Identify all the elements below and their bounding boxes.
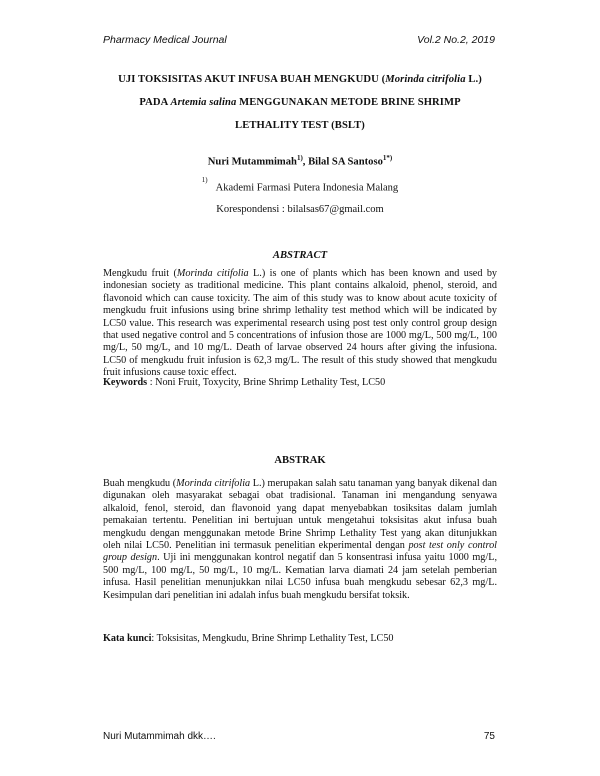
footer-author: Nuri Mutammimah dkk…. [103,731,216,742]
author-1: Nuri Mutammimah [207,156,297,168]
keywords-label: Keywords [103,377,148,388]
author-2: Bilal SA Santoso [308,156,383,168]
page-number: 75 [483,731,495,742]
kata-kunci-list: : Toksisitas, Mengkudu, Brine Shrimp Lethality Test, LC50 [151,633,394,644]
title-line-2: PADA Artemia salina MENGGUNAKAN METODE BRINE SHRIMP [139,97,461,108]
abstrak-design: post test only control group design [103,540,497,564]
title-species-artemia: Artemia salina [170,97,237,108]
kata-kunci-label: Kata kunci [103,633,152,644]
correspondence: Korespondensi : bilalsas67@gmail.com [216,204,384,215]
author-1-affil: 1) [296,154,303,162]
title-line-1: UJI TOKSISITAS AKUT INFUSA BUAH MENGKUDU (Morinda citrifolia L.) [118,74,482,85]
abstrak-heading: ABSTRAK [274,455,326,466]
author-2-affil: 1*) [382,154,393,162]
abstrak-body: Buah mengkudu (Morinda citrifolia L.) merupakan salah satu tanaman yang banyak dikenal dan digunakan oleh masyarakat sebagai obat tradisional. Tanaman ini mengandung senyawa alkaloid, fenol, steroid, dan flavonoid yang dapat menyebabkan tosiksitas dalam jumlah pemakaian tertentu. Penelitian ini bertujuan untuk mengetahui toksisitas akut infusa buah mengkudu dengan menggunakan metode Brine Shrimp Lethality Test yang akan ditunjukkan oleh nilai LC50. Penelitian ini termasuk penelitian ekperimental dengan post test only control group design. Uji ini menggunakan kontrol negatif dan 5 konsentrasi infusa yaitu 1000 mg/L, 500 mg/L, 100 mg/L, 50 mg/L, 10 mg/L. Kematian larva diamati 24 jam setelah pemberian infusa. Hasil penelitian menunjukkan nilai LC50 infusa buah mengkudu sebesar 62,3 mg/L. Kesimpulan dari penelitian ini adalah infus buah mengkudu bersifat toksik. [103,478,498,601]
affiliation [0,176,600,194]
abstract-heading: ABSTRACT [272,250,328,261]
title-species-morinda: Morinda citrifolia [385,74,466,85]
author-list: Nuri Mutammimah$^{1)}$, Bilal SA Santoso$^{1*)}$ [207,154,393,168]
affiliation-name: Akademi Farmasi Putera Indonesia Malang [215,182,399,194]
volume-info: Vol.2 No.2, 2019 [417,34,495,46]
abstract-species: Morinda citifolia [176,268,249,279]
keywords-list: : Noni Fruit, Toxycity, Brine Shrimp Lethality Test, LC50 [147,377,386,388]
journal-name: Pharmacy Medical Journal [103,34,227,46]
running-header [103,34,495,46]
abstract-keywords [103,377,497,388]
paper-title [60,73,540,142]
title-line-3: LETHALITY TEST (BSLT) [235,120,365,131]
abstrak-keywords [103,633,497,644]
abstract-body: Mengkudu fruit (Morinda citifolia L.) is one of plants which has been known and used by indonesian society as traditional medicine. This plant contains alkaloid, phenol, steroid, and flavonoid which can cause toxicity. The aim of this study was to know about acute toxicity of mengkudu fruit infusions using brine shrimp lethality test method which will be indicated by LC50 value. This research was experimental research using post test only control group design that used negative control and 5 concentrations of infusion those are 1000 mg/L, 500 mg/L, 100 mg/L, 50 mg/L, and 10 mg/L. Death of larvae observed 24 hours after giving the infusiona. LC50 of mengkudu fruit infusion is 62,3 mg/L. The result of this study showed that mengkudu fruit infusions cause toxic effect. [103,268,498,379]
running-footer [103,731,495,742]
affiliation-marker: 1) [201,176,208,184]
abstrak-species: Morinda citrifolia [176,478,251,489]
